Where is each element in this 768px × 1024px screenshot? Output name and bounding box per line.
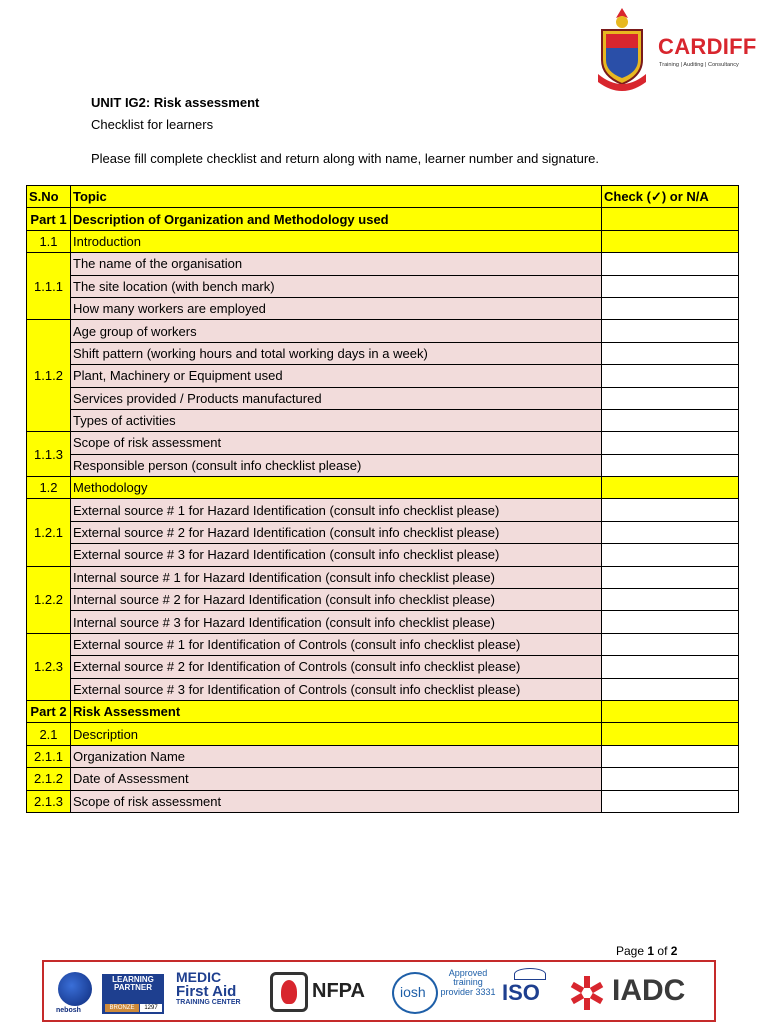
medic-first-aid-logo <box>176 970 241 1007</box>
row-topic: Description of Organization and Methodology used <box>71 208 602 230</box>
flame-icon <box>281 980 297 1004</box>
row-topic: Shift pattern (working hours and total working days in a week) <box>71 342 602 364</box>
table-header-row <box>27 186 739 208</box>
partner-number: 1297 <box>140 1004 162 1012</box>
table-row <box>27 768 739 790</box>
page-total: 2 <box>670 944 678 958</box>
check-cell <box>602 230 739 252</box>
check-cell <box>602 477 739 499</box>
table-row <box>27 678 739 700</box>
table-row <box>27 297 739 319</box>
row-topic: External source # 1 for Hazard Identification (consult info checklist please) <box>71 499 602 521</box>
column-header-sno: S.No <box>27 186 71 208</box>
accreditation-footer <box>42 960 716 1022</box>
row-number: 1.1.1 <box>27 253 71 320</box>
row-topic: Date of Assessment <box>71 768 602 790</box>
section-row <box>27 230 739 252</box>
cardiff-logo <box>592 4 764 96</box>
check-cell[interactable] <box>602 521 739 543</box>
row-number: 2.1.1 <box>27 745 71 767</box>
column-header-check: Check (✓) or N/A <box>602 186 739 208</box>
document-title: UNIT IG2: Risk assessment <box>91 95 260 110</box>
check-cell[interactable] <box>602 275 739 297</box>
row-topic: The site location (with bench mark) <box>71 275 602 297</box>
nfpa-label: NFPA <box>312 980 365 1002</box>
check-cell[interactable] <box>602 409 739 431</box>
training-center-label: TRAINING CENTER <box>176 999 241 1006</box>
page-of: of <box>657 944 668 958</box>
iosh-label: iosh <box>400 984 426 1000</box>
check-cell[interactable] <box>602 320 739 342</box>
brand-name: CARDIFF <box>658 34 757 59</box>
row-topic: Introduction <box>71 230 602 252</box>
table-row <box>27 544 739 566</box>
page-number <box>616 944 677 958</box>
table-row <box>27 432 739 454</box>
first-aid-label: First Aid <box>176 983 237 1000</box>
row-topic: Plant, Machinery or Equipment used <box>71 365 602 387</box>
row-topic: Services provided / Products manufactured <box>71 387 602 409</box>
row-number: 1.2.1 <box>27 499 71 566</box>
section-row <box>27 477 739 499</box>
check-cell[interactable] <box>602 589 739 611</box>
row-number: Part 2 <box>27 700 71 722</box>
learning-partner-label: LEARNING PARTNER <box>112 975 154 993</box>
check-cell[interactable] <box>602 678 739 700</box>
instruction-text: Please fill complete checklist and return along with name, learner number and signature. <box>91 151 599 166</box>
row-topic: External source # 2 for Identification of Controls (consult info checklist please) <box>71 656 602 678</box>
table-row <box>27 275 739 297</box>
table-row <box>27 656 739 678</box>
check-cell[interactable] <box>602 790 739 812</box>
table-row <box>27 745 739 767</box>
part-header-row <box>27 700 739 722</box>
row-number: 1.2.3 <box>27 633 71 700</box>
check-cell[interactable] <box>602 656 739 678</box>
table-row <box>27 521 739 543</box>
iadc-star-icon <box>568 974 606 1012</box>
brand-tagline: Training | Auditing | Consultancy <box>659 62 739 68</box>
check-cell <box>602 208 739 230</box>
row-topic: Age group of workers <box>71 320 602 342</box>
row-number: 2.1.3 <box>27 790 71 812</box>
check-cell[interactable] <box>602 566 739 588</box>
nebosh-label: nebosh <box>56 1007 81 1014</box>
row-number: 1.2 <box>27 477 71 499</box>
check-cell[interactable] <box>602 432 739 454</box>
row-topic: Organization Name <box>71 745 602 767</box>
approved-provider-label: Approved training provider 3331 <box>440 968 496 997</box>
column-header-topic: Topic <box>71 186 602 208</box>
row-topic: Scope of risk assessment <box>71 790 602 812</box>
table-row <box>27 633 739 655</box>
document-subtitle: Checklist for learners <box>91 117 214 132</box>
check-cell[interactable] <box>602 611 739 633</box>
checklist-table <box>26 185 739 813</box>
table-row <box>27 589 739 611</box>
bronze-label: BRONZE <box>105 1004 139 1012</box>
page-label: Page <box>616 944 645 958</box>
row-topic: External source # 3 for Hazard Identification (consult info checklist please) <box>71 544 602 566</box>
row-topic: Types of activities <box>71 409 602 431</box>
table-row <box>27 409 739 431</box>
table-row <box>27 387 739 409</box>
row-topic: How many workers are employed <box>71 297 602 319</box>
section-row <box>27 723 739 745</box>
table-row <box>27 454 739 476</box>
iso-label: ISO <box>502 980 540 1005</box>
crest-icon <box>592 4 652 92</box>
row-number: Part 1 <box>27 208 71 230</box>
table-row <box>27 611 739 633</box>
check-cell[interactable] <box>602 365 739 387</box>
row-number: 1.1.3 <box>27 432 71 477</box>
row-number: 1.2.2 <box>27 566 71 633</box>
row-topic: Methodology <box>71 477 602 499</box>
check-cell[interactable] <box>602 454 739 476</box>
iadc-label: IADC <box>612 974 686 1007</box>
row-number: 2.1 <box>27 723 71 745</box>
check-cell[interactable] <box>602 633 739 655</box>
row-topic: Scope of risk assessment <box>71 432 602 454</box>
check-cell[interactable] <box>602 342 739 364</box>
check-cell[interactable] <box>602 745 739 767</box>
check-cell[interactable] <box>602 297 739 319</box>
check-cell[interactable] <box>602 544 739 566</box>
row-number: 1.1 <box>27 230 71 252</box>
part-header-row <box>27 208 739 230</box>
table-row <box>27 253 739 275</box>
checklist-body <box>27 186 739 813</box>
check-cell <box>602 700 739 722</box>
table-row <box>27 790 739 812</box>
table-row <box>27 320 739 342</box>
nebosh-globe-icon <box>58 972 92 1006</box>
table-row <box>27 566 739 588</box>
row-topic: External source # 2 for Hazard Identification (consult info checklist please) <box>71 521 602 543</box>
row-topic: External source # 1 for Identification of Controls (consult info checklist please) <box>71 633 602 655</box>
table-row <box>27 342 739 364</box>
table-row <box>27 499 739 521</box>
row-topic: The name of the organisation <box>71 253 602 275</box>
check-cell[interactable] <box>602 768 739 790</box>
check-cell[interactable] <box>602 387 739 409</box>
row-topic: Description <box>71 723 602 745</box>
check-cell[interactable] <box>602 253 739 275</box>
row-topic: External source # 3 for Identification of Controls (consult info checklist please) <box>71 678 602 700</box>
row-topic: Risk Assessment <box>71 700 602 722</box>
row-topic: Internal source # 3 for Hazard Identification (consult info checklist please) <box>71 611 602 633</box>
row-topic: Internal source # 2 for Hazard Identification (consult info checklist please) <box>71 589 602 611</box>
table-row <box>27 365 739 387</box>
check-cell <box>602 723 739 745</box>
globe-icon <box>514 968 546 980</box>
medic-label: MEDIC <box>176 969 222 985</box>
row-topic: Internal source # 1 for Hazard Identification (consult info checklist please) <box>71 566 602 588</box>
row-number: 2.1.2 <box>27 768 71 790</box>
page-current: 1 <box>647 944 655 958</box>
row-topic: Responsible person (consult info checklist please) <box>71 454 602 476</box>
check-cell[interactable] <box>602 499 739 521</box>
row-number: 1.1.2 <box>27 320 71 432</box>
